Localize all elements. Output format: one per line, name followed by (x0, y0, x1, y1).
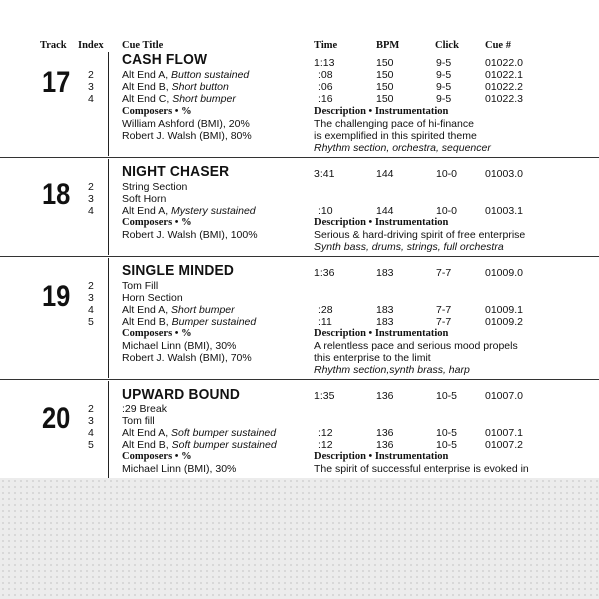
row-click: 10-5 (436, 427, 458, 439)
composer: Robert J. Walsh (BMI), 70% (122, 352, 252, 364)
row-title: Alt End B, Bumper sustained (122, 316, 257, 328)
description-label: Description • Instrumentation (314, 451, 449, 462)
row-time: :11 (318, 316, 332, 328)
header-track: Track (40, 40, 67, 51)
index-number: 2 (88, 181, 94, 193)
description-line: is exemplified in this spirited theme (314, 130, 477, 142)
column-divider (108, 52, 109, 156)
cue-click: 7-7 (436, 267, 452, 279)
composer: Robert J. Walsh (BMI), 100% (122, 229, 258, 241)
section-divider (0, 379, 599, 380)
row-bpm: 150 (376, 69, 394, 81)
page-background (0, 478, 599, 599)
cue-click: 9-5 (436, 57, 452, 69)
cue-bpm: 150 (376, 57, 394, 69)
row-title: Soft Horn (122, 193, 167, 205)
description-line: The spirit of successful enterprise is evoked in (314, 463, 529, 475)
row-bpm: 136 (376, 439, 394, 451)
row-title: Horn Section (122, 292, 183, 304)
row-click: 10-5 (436, 439, 458, 451)
cue-number: 01009.0 (485, 267, 523, 279)
row-cue-number: 01022.2 (485, 81, 523, 93)
index-number: 2 (88, 69, 94, 81)
track-number: 18 (42, 178, 71, 211)
cue-title: UPWARD BOUND (122, 386, 240, 403)
index-number: 3 (88, 81, 94, 93)
description-line: this enterprise to the limit (314, 352, 431, 364)
composer: Robert J. Walsh (BMI), 80% (122, 130, 252, 142)
row-bpm: 183 (376, 316, 394, 328)
cue-bpm: 183 (376, 267, 394, 279)
row-title: Alt End A, Mystery sustained (122, 205, 256, 217)
description-line: Serious & hard-driving spirit of free enterprise (314, 229, 526, 241)
header-click: Click (435, 40, 459, 51)
row-click: 9-5 (436, 81, 452, 93)
row-cue-number: 01009.2 (485, 316, 523, 328)
description-label: Description • Instrumentation (314, 217, 449, 228)
cue-number: 01022.0 (485, 57, 523, 69)
row-bpm: 183 (376, 304, 394, 316)
row-title: Tom fill (122, 415, 155, 427)
cue-number: 01003.0 (485, 168, 523, 180)
cue-bpm: 136 (376, 390, 394, 402)
description-line: A relentless pace and serious mood propels (314, 340, 518, 352)
description-line: The challenging pace of hi-finance (314, 118, 474, 130)
cue-time: 1:36 (314, 267, 335, 279)
index-number: 3 (88, 415, 94, 427)
index-number: 2 (88, 403, 94, 415)
track-number: 20 (42, 402, 71, 435)
description-label: Description • Instrumentation (314, 328, 449, 339)
cue-time: 1:35 (314, 390, 335, 402)
row-time: :12 (318, 427, 333, 439)
row-title: :29 Break (122, 403, 167, 415)
column-divider (108, 159, 109, 255)
row-cue-number: 01022.1 (485, 69, 523, 81)
row-bpm: 150 (376, 81, 394, 93)
header-bpm: BPM (376, 40, 400, 51)
index-number: 4 (88, 93, 94, 105)
header-index: Index (78, 40, 104, 51)
composer: William Ashford (BMI), 20% (122, 118, 250, 130)
row-title: Alt End A, Short bumper (122, 304, 235, 316)
row-click: 9-5 (436, 69, 452, 81)
row-time: :28 (318, 304, 333, 316)
row-time: :10 (318, 205, 333, 217)
header-cue-number: Cue # (485, 40, 511, 51)
cue-time: 1:13 (314, 57, 335, 69)
row-cue-number: 01007.1 (485, 427, 523, 439)
row-title: Alt End B, Soft bumper sustained (122, 439, 277, 451)
row-time: :12 (318, 439, 333, 451)
row-title: Alt End A, Button sustained (122, 69, 250, 81)
row-time: :06 (318, 81, 333, 93)
section-divider (0, 256, 599, 257)
row-click: 7-7 (436, 304, 452, 316)
composers-label: Composers • % (122, 106, 192, 117)
row-title: Alt End C, Short bumper (122, 93, 236, 105)
track-number: 17 (42, 66, 71, 99)
composers-label: Composers • % (122, 217, 192, 228)
instrumentation: Rhythm section,synth brass, harp (314, 364, 470, 376)
index-number: 5 (88, 316, 94, 328)
row-bpm: 150 (376, 93, 394, 105)
composers-label: Composers • % (122, 328, 192, 339)
row-click: 10-0 (436, 205, 458, 217)
row-bpm: 136 (376, 427, 394, 439)
composer: Michael Linn (BMI), 30% (122, 340, 237, 352)
cue-click: 10-0 (436, 168, 458, 180)
row-title: String Section (122, 181, 188, 193)
header-cue-title: Cue Title (122, 40, 164, 51)
description-label: Description • Instrumentation (314, 106, 449, 117)
row-click: 9-5 (436, 93, 452, 105)
row-time: :08 (318, 69, 333, 81)
row-title: Alt End B, Short button (122, 81, 229, 93)
header-time: Time (314, 40, 338, 51)
cue-time: 3:41 (314, 168, 335, 180)
row-title: Alt End A, Soft bumper sustained (122, 427, 277, 439)
cue-click: 10-5 (436, 390, 458, 402)
row-cue-number: 01022.3 (485, 93, 523, 105)
cue-number: 01007.0 (485, 390, 523, 402)
index-number: 4 (88, 205, 94, 217)
section-divider (0, 157, 599, 158)
cue-title: CASH FLOW (122, 51, 208, 68)
row-cue-number: 01003.1 (485, 205, 523, 217)
index-number: 5 (88, 439, 94, 451)
track-number: 19 (42, 280, 71, 313)
index-number: 3 (88, 193, 94, 205)
index-number: 4 (88, 304, 94, 316)
index-number: 4 (88, 427, 94, 439)
row-cue-number: 01009.1 (485, 304, 523, 316)
row-title: Tom Fill (122, 280, 159, 292)
instrumentation: Rhythm section, orchestra, sequencer (314, 142, 491, 154)
cue-title: SINGLE MINDED (122, 262, 235, 279)
index-number: 3 (88, 292, 94, 304)
row-click: 7-7 (436, 316, 452, 328)
cue-bpm: 144 (376, 168, 394, 180)
composer: Michael Linn (BMI), 30% (122, 463, 237, 475)
cue-title: NIGHT CHASER (122, 163, 230, 180)
column-divider (108, 258, 109, 378)
instrumentation: Synth bass, drums, strings, full orchestra (314, 241, 504, 253)
row-time: :16 (318, 93, 333, 105)
composers-label: Composers • % (122, 451, 192, 462)
row-bpm: 144 (376, 205, 394, 217)
row-cue-number: 01007.2 (485, 439, 523, 451)
column-divider (108, 381, 109, 479)
index-number: 2 (88, 280, 94, 292)
